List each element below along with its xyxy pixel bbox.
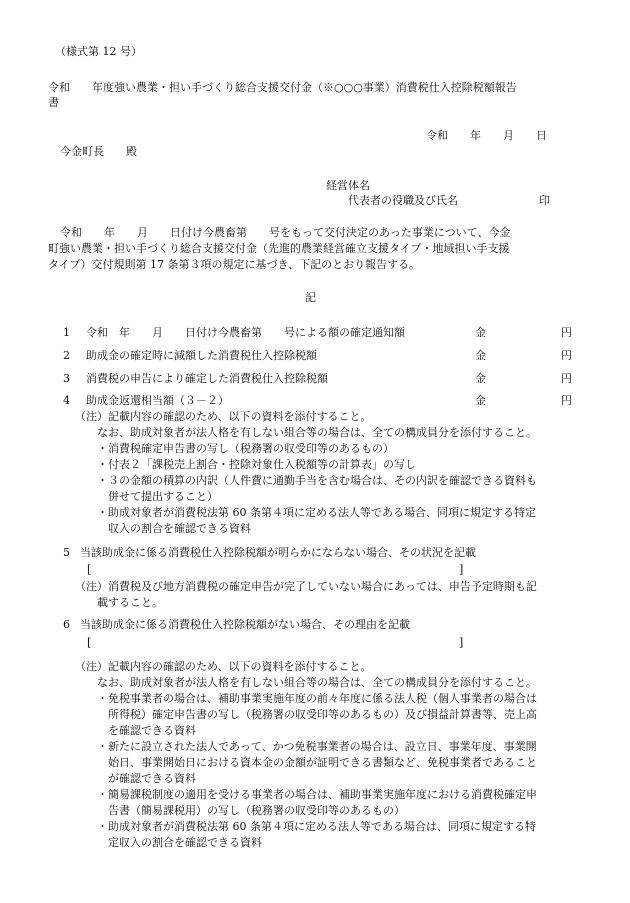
item-3-yen: 円: [561, 372, 572, 385]
item-6-entry-field[interactable]: [96, 636, 456, 650]
item-1-text: 令和 年 月 日付け今農畜第 号による額の確定通知額: [86, 326, 405, 339]
item-4-number: 4: [63, 394, 70, 407]
note6-line-1: （注）記載内容の確認のため、以下の資料を添付すること。: [75, 660, 372, 673]
seal-label: 印: [539, 194, 550, 207]
form-number: （様式第 12 号）: [55, 45, 142, 58]
item-2-yen: 円: [561, 349, 572, 362]
item-4-yen: 円: [561, 394, 572, 407]
note6-line-10: 告書（簡易課税用）の写し（税務署の収受印等のあるもの）: [75, 804, 405, 817]
note5-line-1: （注）消費税及び地方消費税の確定申告が完了していない場合にあっては、申告予定時期も記: [75, 580, 537, 593]
date-line: 令和 年 月 日: [426, 129, 547, 142]
note4-line-7: ・助成対象者が消費税法第 60 条第４項に定める法人等である場合、同項に規定する特定: [75, 506, 536, 519]
note6-line-9: ・簡易課税制度の適用を受ける事業者の場合は、補助事業実施年度における消費税確定申: [75, 788, 537, 801]
item-6-number: 6: [63, 618, 70, 631]
note4-line-3: ・消費税確定申告書の写し（税務署の収受印等のあるもの）: [75, 442, 394, 455]
document-title-line1: 令和 年度強い農業・担い手づくり総合支援交付金（※○○○事業）消費税仕入控除税額報告: [48, 81, 517, 94]
note6-line-6: ・新たに設立された法人であって、かつ免税事業者の場合は、設立日、事業年度、事業開: [75, 740, 537, 753]
note6-line-11: ・助成対象者が消費税法第 60 条第４項に定める法人等である場合は、同項に規定する特: [75, 820, 536, 833]
note6-line-2: なお、助成対象者が法人格を有しない組合等の場合は、全ての構成員分を添付すること。: [75, 676, 537, 689]
note4-line-2: なお、助成対象者が法人格を有しない組合等の場合は、全ての構成員分を添付すること。: [75, 426, 537, 439]
note4-line-6: 併せて提出すること）: [75, 490, 218, 503]
addressee: 今金町長 殿: [60, 145, 137, 158]
note4-line-5: ・３の金額の積算の内訳（人件費に通勤手当を含む場合は、その内訳を確認できる資料も: [75, 474, 537, 487]
item-2-number: 2: [63, 349, 70, 362]
note4-line-4: ・付表２「課税売上割合・控除対象仕入税額等の計算表」の写し: [75, 458, 416, 471]
note6-line-8: が確認できる資料: [75, 772, 196, 785]
item-4-text: 助成金返還相当額（３－２）: [86, 394, 229, 407]
entity-name-label: 経営体名: [326, 179, 370, 192]
note6-line-7: 始日、事業開始日における資本金の金額が証明できる書類など、免税事業者であること: [75, 756, 537, 769]
note4-line-8: 収入の割合を確認できる資料: [75, 522, 251, 535]
item-5-bracket-open: [: [87, 563, 92, 576]
intro-line-1: 令和 年 月 日付け今農畜第 号をもって交付決定のあった事業について、今金: [60, 226, 511, 239]
note4-line-1: （注）記載内容の確認のため、以下の資料を添付すること。: [75, 410, 372, 423]
item-5-bracket-close: ]: [459, 563, 464, 576]
item-2-text: 助成金の確定時に減額した消費税仕入控除税額: [86, 349, 317, 362]
item-6-bracket-open: [: [87, 636, 92, 649]
item-3-number: 3: [63, 372, 70, 385]
note6-line-12: 定収入の割合を確認できる資料: [75, 836, 262, 849]
item-1-number: 1: [63, 326, 70, 339]
note6-line-3: ・免税事業者の場合は、補助事業実施年度の前々年度に係る法人税（個人事業者の場合は: [75, 692, 537, 705]
note5-line-2: 載すること。: [75, 596, 163, 609]
item-1-yen: 円: [561, 326, 572, 339]
item-6-text: 当該助成金に係る消費税仕入控除税額がない場合、その理由を記載: [80, 618, 410, 631]
intro-line-2: 町強い農業・担い手づくり総合支援交付金（先進的農業経営確立支援タイプ・地域担い手支援: [48, 242, 510, 255]
note6-line-5: を確認できる資料: [75, 724, 196, 737]
document-title-line2: 書: [48, 96, 59, 109]
item-1-kin: 金: [475, 326, 486, 339]
intro-line-3: タイプ）交付規則第 17 条第３項の規定に基づき、下記のとおり報告する。: [48, 258, 421, 271]
item-3-text: 消費税の申告により確定した消費税仕入控除税額: [86, 372, 328, 385]
item-2-kin: 金: [475, 349, 486, 362]
item-5-text: 当該助成金に係る消費税仕入控除税額が明らかにならない場合、その状況を記載: [80, 546, 476, 559]
item-4-kin: 金: [475, 394, 486, 407]
item-5-entry-field[interactable]: [96, 563, 456, 577]
note6-line-4: 所得税）確定申告書の写し（税務署の収受印等のあるもの）及び損益計算書等、売上高: [75, 708, 537, 721]
item-6-bracket-close: ]: [459, 636, 464, 649]
item-5-number: 5: [63, 546, 70, 559]
ki-heading: 記: [305, 291, 316, 304]
item-3-kin: 金: [475, 372, 486, 385]
representative-label: 代表者の役職及び氏名: [348, 194, 458, 207]
